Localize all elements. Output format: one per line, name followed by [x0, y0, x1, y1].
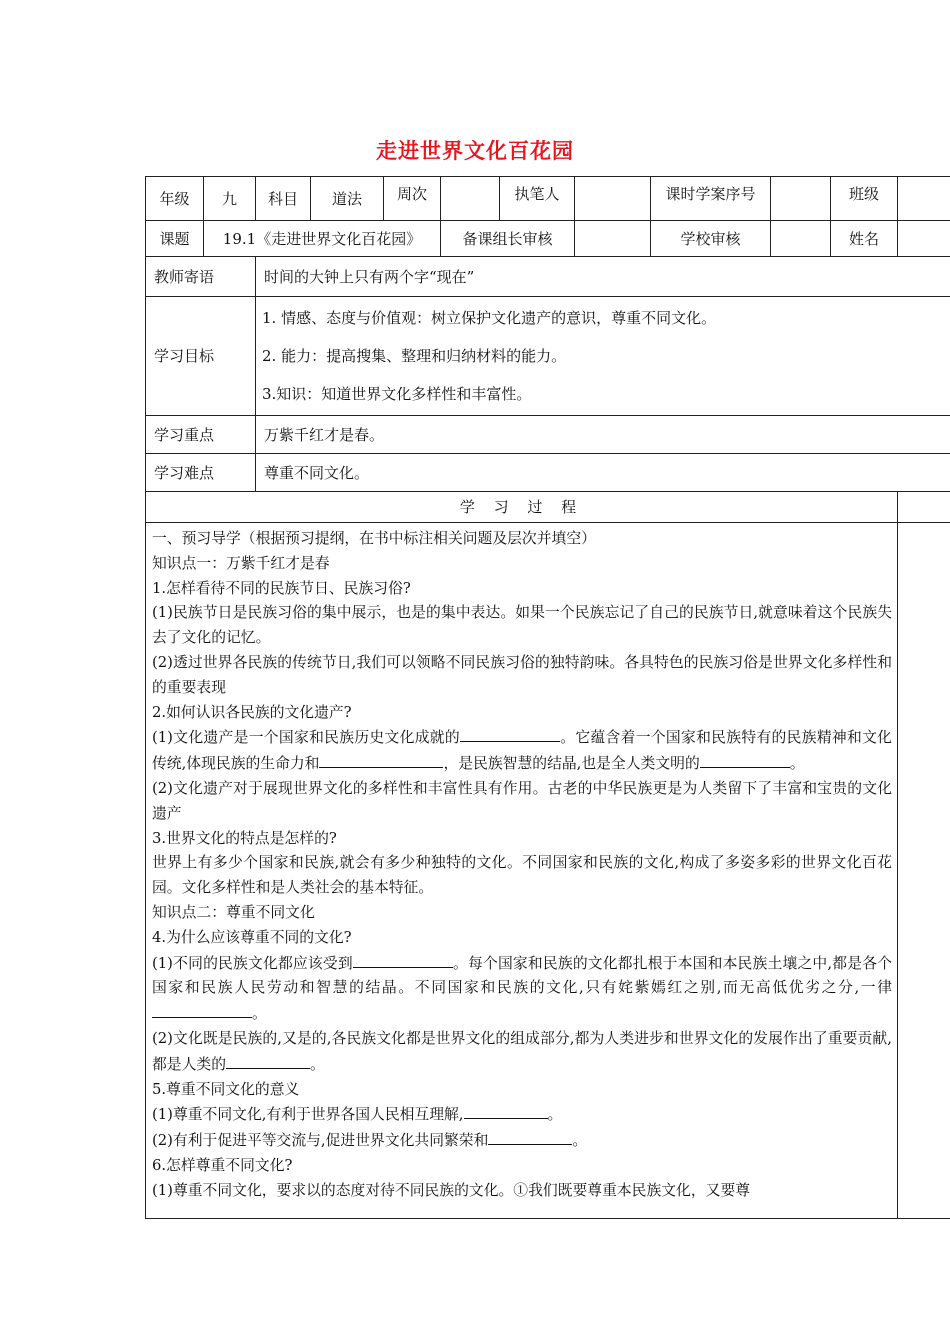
process-heading: 学 习 过 程	[146, 492, 898, 523]
teacher-message-label: 教师寄语	[146, 257, 256, 297]
subject-value: 道法	[311, 177, 384, 221]
class-label: 班级	[831, 177, 898, 221]
process-notes-column	[898, 523, 950, 1219]
goal-item: 1. 情感、态度与价值观：树立保护文化遗产的意识，尊重不同文化。	[262, 309, 717, 327]
grade-label: 年级	[146, 177, 204, 221]
answer-5a: (1)尊重不同文化,有利于世界各国人民相互理解, 。	[152, 1102, 892, 1128]
answer-2b: (2)文化遗产对于展现世界文化的多样性和丰富性具有作用。古老的中华民族更是为人类留下了丰富和宝贵的文化遗产	[152, 779, 892, 822]
name-value	[898, 221, 950, 257]
difficulty-text: 尊重不同文化。	[256, 454, 950, 492]
group-review-value	[575, 221, 651, 257]
question-1: 1.怎样看待不同的民族节日、民族习俗?	[152, 579, 411, 597]
subject-label: 科目	[256, 177, 311, 221]
goal-item: 2. 能力：提高搜集、整理和归纳材料的能力。	[262, 347, 567, 365]
worksheet-table	[145, 176, 950, 1219]
answer-2a: (1)文化遗产是一个国家和民族历史文化成就的 。它蕴含着一个国家和民族特有的民族精神和文化传统,体现民族的生命力和 ，是民族智慧的结晶,也是全人类文明的 。	[152, 725, 892, 777]
question-6: 6.怎样尊重不同文化?	[152, 1156, 293, 1174]
fill-blank[interactable]	[464, 1102, 548, 1119]
question-4: 4.为什么应该尊重不同的文化?	[152, 928, 352, 946]
plan-number-label: 课时学案序号	[651, 177, 771, 221]
answer-3: 世界上有多少个国家和民族,就会有多少种独特的文化。不同国家和民族的文化,构成了多姿多彩的世界文化百花园。文化多样性和是人类社会的基本特征。	[152, 854, 892, 897]
question-2: 2.如何认识各民族的文化遗产?	[152, 703, 352, 721]
week-label: 周次	[384, 177, 441, 221]
difficulty-label: 学习难点	[146, 454, 256, 492]
school-review-value	[771, 221, 831, 257]
goal-item: 3.知识：知道世界文化多样性和丰富性。	[262, 385, 532, 403]
author-label: 执笔人	[500, 177, 575, 221]
fill-blank[interactable]	[226, 1052, 310, 1069]
answer-4a: (1)不同的民族文化都应该受到 。每个国家和民族的文化都扎根于本国和本民族土壤之中,都是各个国家和民族人民劳动和智慧的结晶。不同国家和民族的文化,只有姹紫嫣红之别,而无高低优劣之分,一律。	[152, 951, 892, 1027]
week-value	[441, 177, 500, 221]
fill-blank[interactable]	[152, 1001, 252, 1018]
answer-1a: (1)民族节日是民族习俗的集中展示，也是的集中表达。如果一个民族忘记了自己的民族节日,就意味着这个民族失去了文化的记忆。	[152, 604, 892, 647]
teacher-message-text: 时间的大钟上只有两个字“现在”	[256, 257, 950, 297]
class-value	[898, 177, 950, 221]
process-body	[146, 523, 898, 1219]
fill-blank[interactable]	[319, 751, 443, 768]
answer-6a: (1)尊重不同文化，要求以的态度对待不同民族的文化。①我们既要尊重本民族文化，又要尊	[152, 1181, 751, 1199]
fill-blank[interactable]	[700, 751, 790, 768]
answer-4b: (2)文化既是民族的,又是的,各民族文化都是世界文化的组成部分,都为人类进步和世界文化的发展作出了重要贡献,都是人类的 。	[152, 1029, 892, 1073]
preview-instruction: 一、预习导学（根据预习提纲，在书中标注相关问题及层次并填空）	[152, 530, 596, 547]
fill-blank[interactable]	[353, 951, 453, 968]
knowledge-point-1: 知识点一：万紫千红才是春	[152, 554, 330, 572]
name-label: 姓名	[831, 221, 898, 257]
question-3: 3.世界文化的特点是怎样的?	[152, 829, 337, 847]
goals-label: 学习目标	[146, 297, 256, 416]
group-review-label: 备课组长审核	[441, 221, 575, 257]
page-title: 走进世界文化百花园	[376, 139, 574, 163]
grade-value: 九	[204, 177, 256, 221]
goals-list	[256, 297, 950, 416]
author-value	[575, 177, 651, 221]
key-point-label: 学习重点	[146, 416, 256, 454]
answer-1b: (2)透过世界各民族的传统节日,我们可以领略不同民族习俗的独特韵味。各具特色的民族习俗是世界文化多样性和的重要表现	[152, 653, 892, 696]
fill-blank[interactable]	[488, 1128, 572, 1145]
answer-5b: (2)有利于促进平等交流与,促进世界文化共同繁荣和 。	[152, 1128, 892, 1154]
topic-value: 19.1《走进世界文化百花园》	[204, 221, 441, 257]
fill-blank[interactable]	[460, 725, 560, 742]
knowledge-point-2: 知识点二：尊重不同文化	[152, 903, 315, 921]
key-point-text: 万紫千红才是春。	[256, 416, 950, 454]
process-side-header	[898, 492, 950, 523]
school-review-label: 学校审核	[651, 221, 771, 257]
question-5: 5.尊重不同文化的意义	[152, 1080, 300, 1098]
plan-number-value	[771, 177, 831, 221]
topic-label: 课题	[146, 221, 204, 257]
